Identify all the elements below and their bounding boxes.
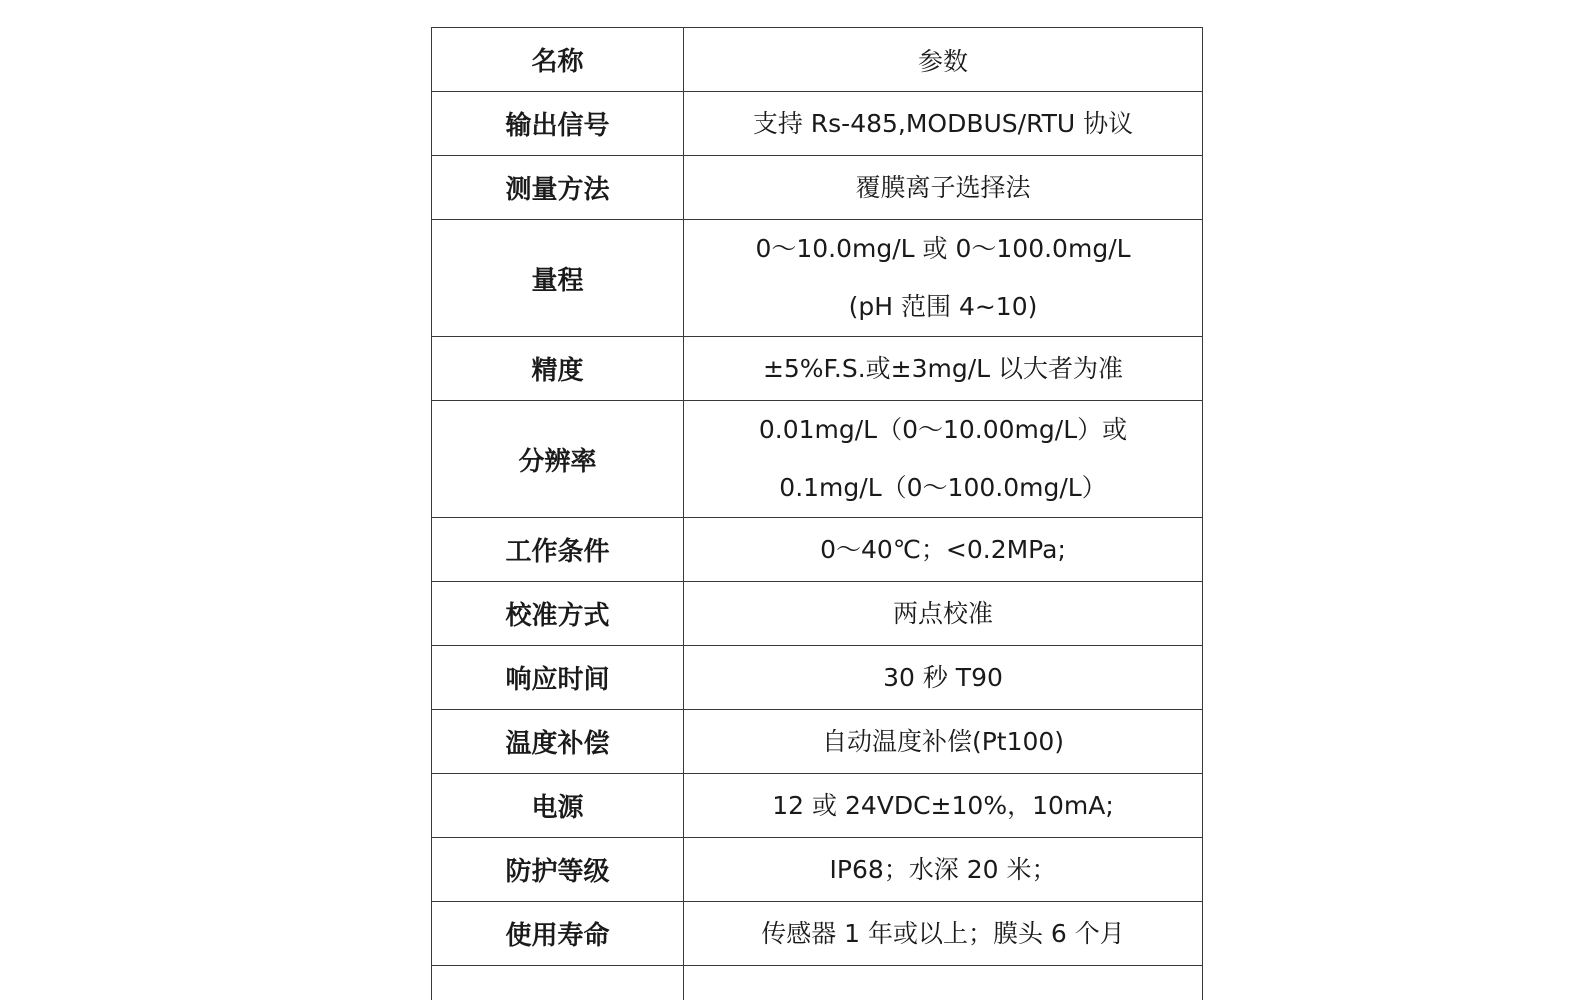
header-name-cell: 名称 xyxy=(432,28,684,92)
row-value-method xyxy=(684,156,1203,220)
row-value-power xyxy=(684,774,1203,838)
table-row xyxy=(432,646,1203,710)
table-row xyxy=(432,518,1203,582)
row-value-lifetime xyxy=(684,902,1203,966)
row-value-cut-off xyxy=(684,966,1203,1000)
row-value-output-signal xyxy=(684,92,1203,156)
table-row-cut-off xyxy=(432,966,1203,1000)
value-line: 0～10.0mg/L 或 0～100.0mg/L xyxy=(755,234,1131,263)
row-name-lifetime: 使用寿命 xyxy=(432,902,684,966)
value-line: 传感器 1 年或以上；膜头 6 个月 xyxy=(761,918,1125,948)
row-value-temp-compensation xyxy=(684,710,1203,774)
value-line: (pH 范围 4~10) xyxy=(848,292,1038,321)
table-row xyxy=(432,401,1203,518)
table-row xyxy=(432,838,1203,902)
value-line: 12 或 24VDC±10%，10mA; xyxy=(772,790,1114,820)
value-line: 两点校准 xyxy=(892,598,993,628)
spec-table xyxy=(431,27,1203,1000)
value-line: IP68；水深 20 米； xyxy=(829,854,1057,884)
row-value-range xyxy=(684,220,1203,337)
table-row xyxy=(432,337,1203,401)
row-value-accuracy xyxy=(684,337,1203,401)
value-line: 支持 Rs-485,MODBUS/RTU 协议 xyxy=(752,108,1134,138)
row-name-working-conditions: 工作条件 xyxy=(432,518,684,582)
table-row xyxy=(432,710,1203,774)
table-header-row xyxy=(432,28,1203,92)
row-name-method: 测量方法 xyxy=(432,156,684,220)
row-name-power: 电源 xyxy=(432,774,684,838)
row-name-protection: 防护等级 xyxy=(432,838,684,902)
table-row xyxy=(432,92,1203,156)
row-value-working-conditions xyxy=(684,518,1203,582)
row-name-output-signal: 输出信号 xyxy=(432,92,684,156)
header-value-cell: 参数 xyxy=(684,28,1203,92)
row-value-resolution xyxy=(684,401,1203,518)
row-name-range: 量程 xyxy=(432,220,684,337)
value-line: 30 秒 T90 xyxy=(883,662,1003,692)
row-value-response-time xyxy=(684,646,1203,710)
value-line: 0.01mg/L（0～10.00mg/L）或 xyxy=(758,415,1128,444)
table-row xyxy=(432,902,1203,966)
table-row xyxy=(432,774,1203,838)
row-name-calibration: 校准方式 xyxy=(432,582,684,646)
table-row xyxy=(432,156,1203,220)
row-value-protection xyxy=(684,838,1203,902)
row-name-cut-off xyxy=(432,966,684,1000)
value-line: 覆膜离子选择法 xyxy=(855,172,1031,202)
value-line: 0～40℃；<0.2MPa; xyxy=(820,534,1066,564)
row-name-resolution: 分辨率 xyxy=(432,401,684,518)
row-value-calibration xyxy=(684,582,1203,646)
value-line: 自动温度补偿(Pt100) xyxy=(821,726,1065,756)
value-line: ±5%F.S.或±3mg/L 以大者为准 xyxy=(762,353,1124,383)
row-name-response-time: 响应时间 xyxy=(432,646,684,710)
table-row xyxy=(432,220,1203,337)
table-row xyxy=(432,582,1203,646)
value-line: 0.1mg/L（0～100.0mg/L） xyxy=(779,473,1107,502)
row-name-accuracy: 精度 xyxy=(432,337,684,401)
row-name-temp-compensation: 温度补偿 xyxy=(432,710,684,774)
